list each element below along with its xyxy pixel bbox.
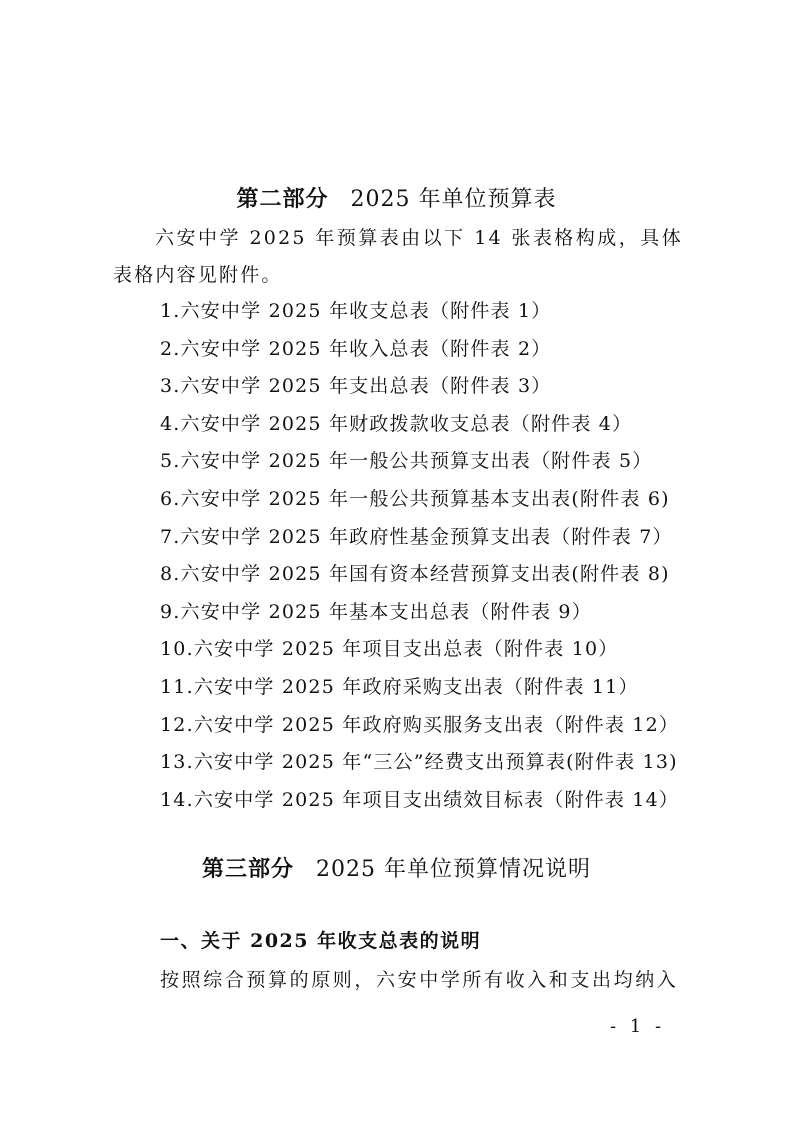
part2-heading bbox=[0, 182, 793, 213]
list-item: 8.六安中学 2025 年国有资本经营预算支出表(附件表 8) bbox=[160, 563, 670, 586]
part2-title-rest: 2025 年单位预算表 bbox=[350, 187, 557, 212]
part2-title: 第二部分 bbox=[236, 186, 329, 212]
list-item: 3.六安中学 2025 年支出总表（附件表 3） bbox=[160, 375, 552, 398]
list-item: 13.六安中学 2025 年“三公”经费支出预算表(附件表 13) bbox=[160, 751, 678, 774]
part2-intro-paragraph: 六安中学 2025 年预算表由以下 14 张表格构成，具体表格内容见附件。 bbox=[113, 227, 683, 286]
list-item: 10.六安中学 2025 年项目支出总表（附件表 10） bbox=[160, 638, 619, 661]
list-item: 1.六安中学 2025 年收支总表（附件表 1） bbox=[160, 300, 552, 322]
table-list bbox=[160, 293, 679, 819]
section1-heading: 一、关于 2025 年收支总表的说明 bbox=[160, 930, 482, 952]
page-number: - 1 - bbox=[610, 1016, 666, 1037]
part3-title-rest: 2025 年单位预算情况说明 bbox=[316, 857, 591, 882]
list-item: 14.六安中学 2025 年项目支出绩效目标表（附件表 14） bbox=[160, 788, 680, 811]
list-item: 9.六安中学 2025 年基本支出总表（附件表 9） bbox=[160, 600, 592, 623]
list-item: 2.六安中学 2025 年收入总表（附件表 2） bbox=[160, 337, 552, 360]
section1-paragraph: 按照综合预算的原则，六安中学所有收入和支出均纳入 bbox=[160, 969, 679, 991]
list-item: 11.六安中学 2025 年政府采购支出表（附件表 11） bbox=[160, 675, 639, 698]
list-item: 7.六安中学 2025 年政府性基金预算支出表（附件表 7） bbox=[160, 525, 673, 548]
list-item: 5.六安中学 2025 年一般公共预算支出表（附件表 5） bbox=[160, 450, 653, 473]
part3-title: 第三部分 bbox=[202, 856, 295, 882]
list-item: 12.六安中学 2025 年政府购买服务支出表（附件表 12） bbox=[160, 713, 680, 736]
part3-heading bbox=[0, 852, 793, 883]
list-item: 4.六安中学 2025 年财政拨款收支总表（附件表 4） bbox=[160, 412, 633, 435]
list-item: 6.六安中学 2025 年一般公共预算基本支出表(附件表 6) bbox=[160, 487, 670, 510]
